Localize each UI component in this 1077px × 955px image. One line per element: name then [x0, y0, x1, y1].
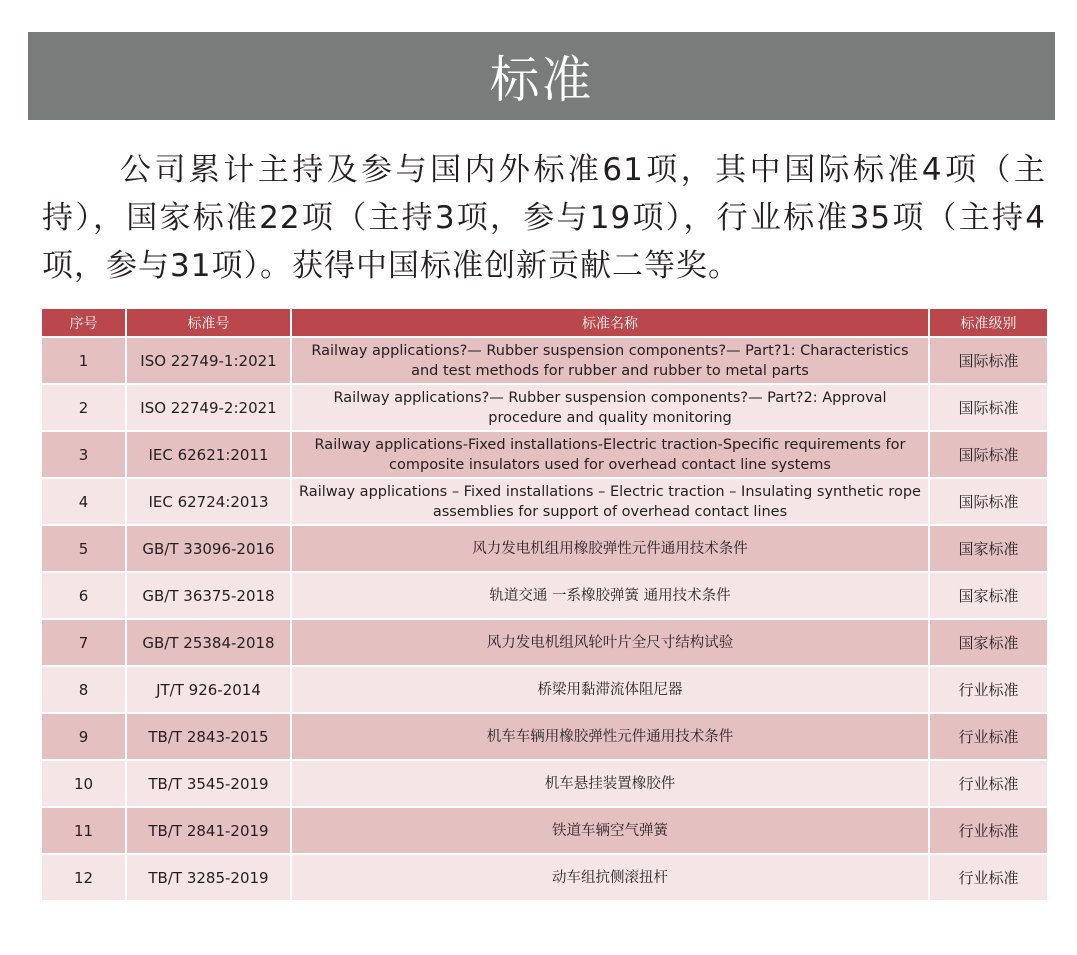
row-no: 3	[42, 432, 125, 477]
row-level: 国家标准	[930, 526, 1047, 571]
row-level: 行业标准	[930, 667, 1047, 712]
table-row	[42, 385, 1045, 430]
row-name: 桥梁用黏滞流体阻尼器	[292, 667, 928, 712]
table-row	[42, 479, 1045, 524]
table-row	[42, 620, 1045, 665]
row-name: 轨道交通 一系橡胶弹簧 通用技术条件	[292, 573, 928, 618]
row-code: TB/T 3285-2019	[127, 855, 290, 900]
row-level: 行业标准	[930, 808, 1047, 853]
row-code: TB/T 2843-2015	[127, 714, 290, 759]
row-level: 行业标准	[930, 714, 1047, 759]
table-header-row	[42, 309, 1045, 336]
header-level: 标准级别	[930, 309, 1047, 336]
row-code: ISO 22749-1:2021	[127, 338, 290, 383]
row-code: GB/T 36375-2018	[127, 573, 290, 618]
row-code: GB/T 33096-2016	[127, 526, 290, 571]
row-no: 10	[42, 761, 125, 806]
row-name: 风力发电机组用橡胶弹性元件通用技术条件	[292, 526, 928, 571]
row-name: Railway applications – Fixed installations – Electric traction – Insulating synthetic rope assemblies for support of overhead contact lines	[292, 479, 928, 524]
row-no: 4	[42, 479, 125, 524]
row-no: 7	[42, 620, 125, 665]
row-no: 11	[42, 808, 125, 853]
row-code: IEC 62621:2011	[127, 432, 290, 477]
row-level: 行业标准	[930, 855, 1047, 900]
row-level: 行业标准	[930, 761, 1047, 806]
row-code: TB/T 2841-2019	[127, 808, 290, 853]
row-no: 8	[42, 667, 125, 712]
table-row	[42, 338, 1045, 383]
row-name: 机车悬挂装置橡胶件	[292, 761, 928, 806]
row-level: 国际标准	[930, 338, 1047, 383]
row-name: 铁道车辆空气弹簧	[292, 808, 928, 853]
row-no: 6	[42, 573, 125, 618]
row-name: 风力发电机组风轮叶片全尺寸结构试验	[292, 620, 928, 665]
table-row	[42, 573, 1045, 618]
table-row	[42, 855, 1045, 900]
intro-paragraph: 公司累计主持及参与国内外标准61项，其中国际标准4项（主持），国家标准22项（主持3项，参与19项），行业标准35项（主持4项，参与31项）。获得中国标准创新贡献二等奖。	[42, 152, 1046, 284]
page-title-bar	[28, 32, 1055, 120]
header-name: 标准名称	[292, 309, 928, 336]
page-title: 标准	[489, 51, 594, 109]
row-name: 动车组抗侧滚扭杆	[292, 855, 928, 900]
row-code: GB/T 25384-2018	[127, 620, 290, 665]
row-level: 国际标准	[930, 479, 1047, 524]
header-code: 标准号	[127, 309, 290, 336]
row-level: 国际标准	[930, 385, 1047, 430]
row-no: 1	[42, 338, 125, 383]
table-row	[42, 432, 1045, 477]
standards-table	[42, 309, 1045, 902]
row-level: 国家标准	[930, 573, 1047, 618]
table-row	[42, 526, 1045, 571]
table-row	[42, 761, 1045, 806]
row-no: 9	[42, 714, 125, 759]
row-code: IEC 62724:2013	[127, 479, 290, 524]
row-name: Railway applications-Fixed installations-Electric traction-Specific requirements for composite insulators used for overhead contact line systems	[292, 432, 928, 477]
row-level: 国际标准	[930, 432, 1047, 477]
table-row	[42, 667, 1045, 712]
row-level: 国家标准	[930, 620, 1047, 665]
table-row	[42, 714, 1045, 759]
row-no: 2	[42, 385, 125, 430]
row-name: Railway applications?— Rubber suspension components?— Part?2: Approval procedure and quality monitoring	[292, 385, 928, 430]
row-code: JT/T 926-2014	[127, 667, 290, 712]
row-name: Railway applications?— Rubber suspension components?— Part?1: Characteristics and test methods for rubber and rubber to metal parts	[292, 338, 928, 383]
row-no: 12	[42, 855, 125, 900]
row-code: TB/T 3545-2019	[127, 761, 290, 806]
row-no: 5	[42, 526, 125, 571]
row-code: ISO 22749-2:2021	[127, 385, 290, 430]
row-name: 机车车辆用橡胶弹性元件通用技术条件	[292, 714, 928, 759]
header-no: 序号	[42, 309, 125, 336]
table-row	[42, 808, 1045, 853]
